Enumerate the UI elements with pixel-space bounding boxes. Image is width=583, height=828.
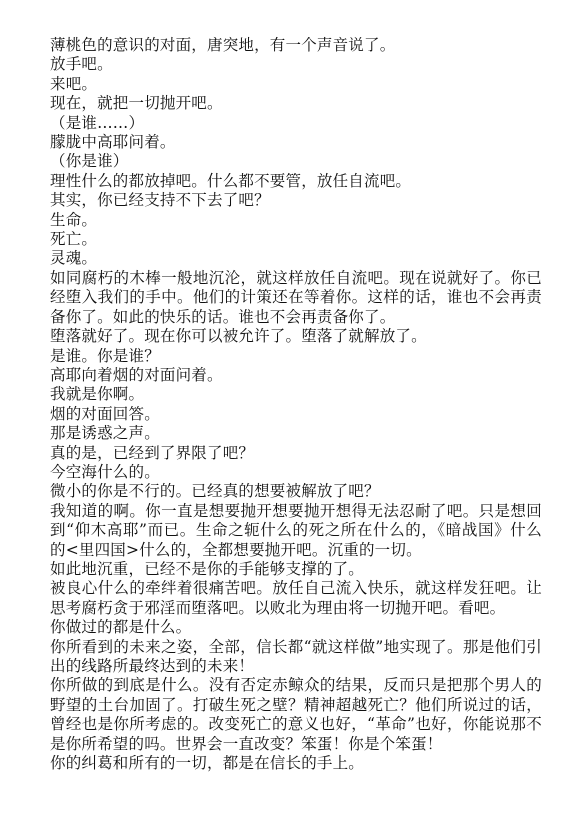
paragraph: 你所看到的未来之姿，全部，信长都“就这样做”地实现了。那是他们引出的线路所最终达到的未来！ [50,637,542,675]
paragraph: 朦胧中高耶问着。 [50,133,176,152]
paragraph: 你所做的到底是什么。没有否定赤鲸众的结果，反而只是把那个男人的野望的土台加固了。打破生死之壁？精神超越死亡？他们所说过的话，曾经也是你所考虑的。改变死亡的意义也好，“革命”也好，你能说那不是你所希望的吗。世界会一直改变？笨蛋！你是个笨蛋！ [50,676,542,753]
paragraph: 死亡。 [50,230,98,249]
paragraph: 我知道的啊。你一直是想要抛开想要抛开想得无法忍耐了吧。只是想回到“仰木高耶”而已。生命之轭什么的死之所在什么的，《暗战国》什么的<里四国>什么的，全都想要抛开吧。沉重的一切。 [50,501,542,559]
document-body [50,36,542,773]
paragraph: 你的纠葛和所有的一切，都是在信长的手上。 [50,754,365,773]
paragraph: 那是诱惑之声。 [50,424,160,443]
paragraph: 放手吧。 [50,55,113,74]
paragraph: 微小的你是不行的。已经真的想要被解放了吧？ [50,482,380,501]
paragraph: 现在，就把一切抛开吧。 [50,94,223,113]
paragraph: 被良心什么的牵绊着很痛苦吧。放任自己流入快乐，就这样发狂吧。让思考腐朽贪于邪淫而堕落吧。以败北为理由将一切抛开吧。看吧。 [50,579,542,617]
paragraph: 灵魂。 [50,249,98,268]
paragraph: 堕落就好了。现在你可以被允许了。堕落了就解放了。 [50,327,427,346]
paragraph: 来吧。 [50,74,98,93]
paragraph: 如此地沉重，已经不是你的手能够支撑的了。 [50,559,365,578]
paragraph: 高耶向着烟的对面问着。 [50,365,223,384]
paragraph: 如同腐朽的木棒一般地沉沦，就这样放任自流吧。现在说就好了。你已经堕入我们的手中。他们的计策还在等着你。这样的话，谁也不会再责备你了。如此的快乐的话。谁也不会再责备你了。 [50,268,542,326]
paragraph: 薄桃色的意识的对面，唐突地，有一个声音说了。 [50,36,396,54]
paragraph: 我就是你啊。 [50,385,145,404]
paragraph: （你是谁） [50,152,129,171]
paragraph: 理性什么的都放掉吧。什么都不要管，放任自流吧。 [50,171,412,190]
paragraph: 你做过的都是什么。 [50,618,192,637]
paragraph: 生命。 [50,210,98,229]
paragraph: 其实，你已经支持不下去了吧？ [50,191,270,210]
paragraph: 烟的对面回答。 [50,404,160,423]
paragraph: 今空海什么的。 [50,462,160,481]
paragraph: 真的是，已经到了界限了吧？ [50,443,255,462]
paragraph: （是谁……） [50,113,145,132]
paragraph: 是谁。你是谁？ [50,346,160,365]
